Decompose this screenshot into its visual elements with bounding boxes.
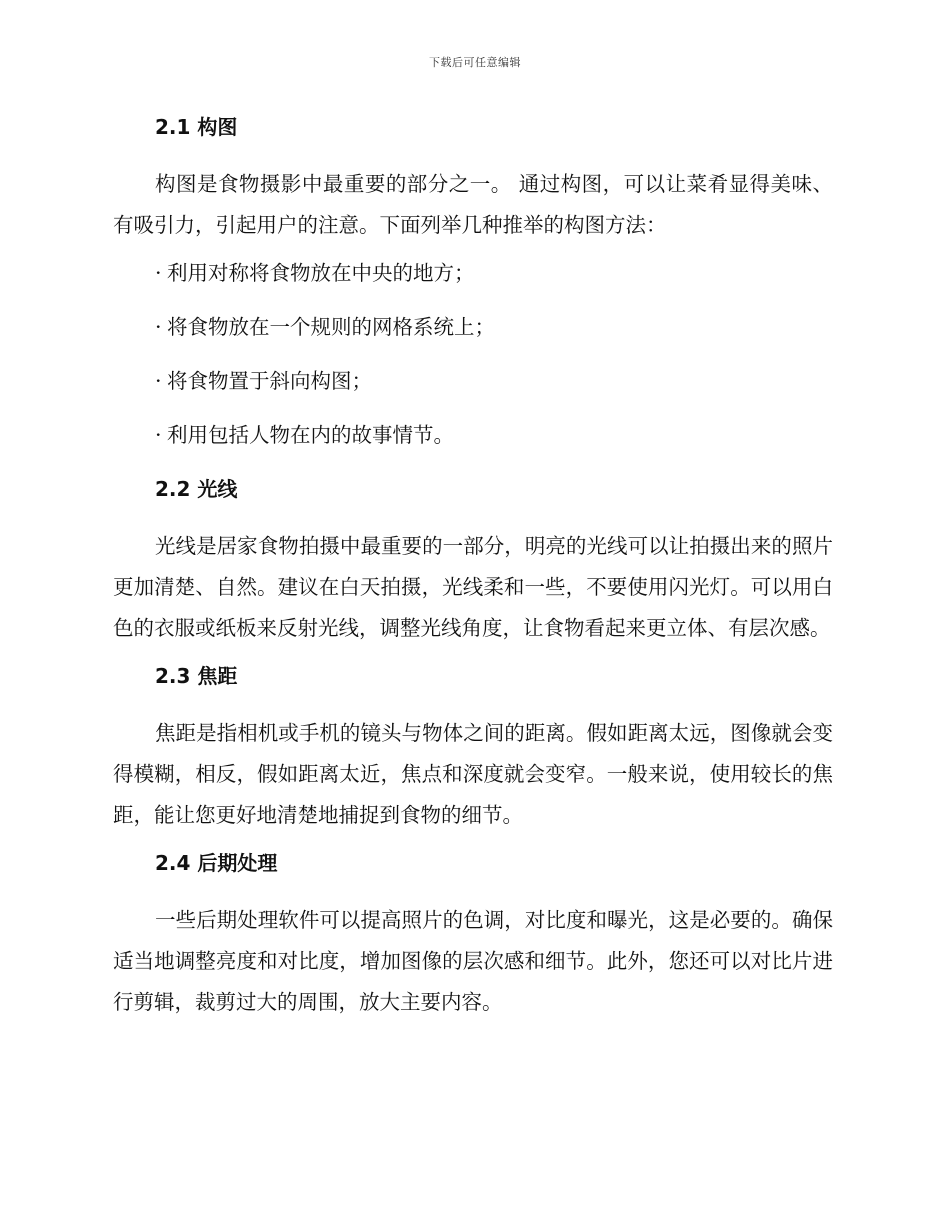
section-heading: 2.3 焦距 [155,664,238,688]
list-item [113,258,833,288]
section-heading: 2.1 构图 [155,115,238,139]
section-paragraph: 焦距是指相机或手机的镜头与物体之间的距离。假如距离太远，图像就会变得模糊，相反，假如距离太近，焦点和深度就会变窄。一般来说，使用较长的焦距，能让您更好地清楚地捕捉到食物的细节。 [113,721,833,827]
section-focal-length [113,661,833,836]
bullet-list [113,258,833,450]
list-item [113,366,833,396]
bullet-dot-icon: · [155,315,162,339]
section-heading: 2.2 光线 [155,477,238,501]
bullet-dot-icon: · [155,423,162,447]
section-paragraph: 一些后期处理软件可以提高照片的色调，对比度和曝光，这是必要的。确保适当地调整亮度和对比度，增加图像的层次感和细节。此外，您还可以对比片进行剪辑，裁剪过大的周围，放大主要内容。 [113,908,833,1014]
section-composition [113,112,833,450]
section-paragraph: 构图是食物摄影中最重要的部分之一。 通过构图，可以让菜肴显得美味、有吸引力，引起用户的注意。下面列举几种推举的构图方法： [113,172,833,237]
list-item [113,420,833,450]
section-paragraph: 光线是居家食物拍摄中最重要的一部分，明亮的光线可以让拍摄出来的照片更加清楚、自然。建议在白天拍摄，光线柔和一些，不要使用闪光灯。可以用白色的衣服或纸板来反射光线，调整光线角度，让食物看起来更立体、有层次感。 [113,534,833,640]
document-body [113,112,833,1035]
section-heading: 2.4 后期处理 [155,851,278,875]
bullet-dot-icon: · [155,369,162,393]
page-header: 下载后可任意编辑 [429,56,521,69]
section-post-processing [113,848,833,1023]
list-item-text: 将食物放在一个规则的网格系统上； [167,315,495,339]
section-lighting [113,474,833,649]
list-item-text: 将食物置于斜向构图； [167,369,372,393]
list-item-text: 利用对称将食物放在中央的地方； [167,261,475,285]
list-item-text: 利用包括人物在内的故事情节。 [167,423,454,447]
list-item [113,312,833,342]
bullet-dot-icon: · [155,261,162,285]
